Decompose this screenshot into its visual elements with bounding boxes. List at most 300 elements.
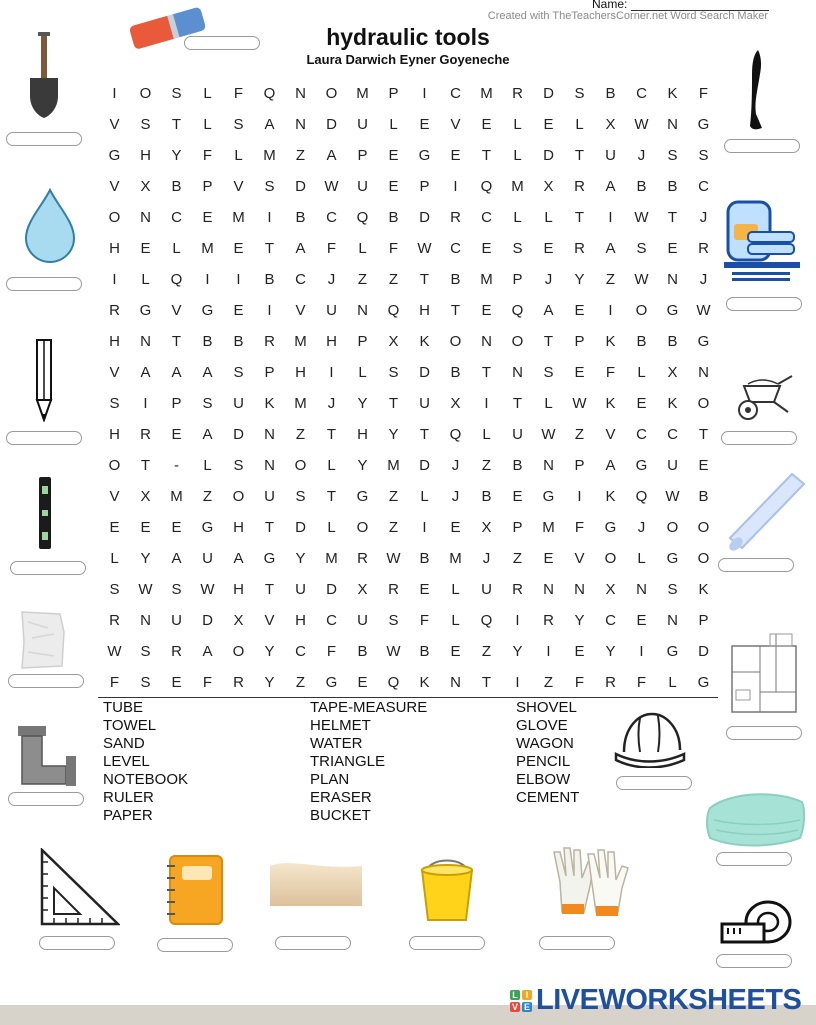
grid-cell[interactable]: E [698,457,709,474]
grid-cell[interactable]: X [605,116,616,133]
grid-cell[interactable]: T [512,395,523,412]
grid-cell[interactable]: P [512,271,523,288]
grid-cell[interactable]: J [637,147,646,164]
grid-cell[interactable]: T [264,240,275,257]
grid-cell[interactable]: L [482,426,491,443]
grid-cell[interactable]: A [202,364,213,381]
grid-cell[interactable]: R [171,643,182,660]
grid-cell[interactable]: L [544,395,553,412]
grid-cell[interactable]: R [233,674,244,691]
grid-cell[interactable]: P [512,519,523,536]
grid-cell[interactable]: L [637,364,646,381]
grid-cell[interactable]: E [233,302,244,319]
grid-cell[interactable]: F [326,240,337,257]
grid-cell[interactable]: W [417,240,432,257]
grid-cell[interactable]: W [386,550,401,567]
grid-cell[interactable]: H [109,333,120,350]
grid-cell[interactable]: B [512,457,523,474]
grid-cell[interactable]: Q [511,302,524,319]
grid-cell[interactable]: Z [574,426,585,443]
grid-cell[interactable]: B [388,209,399,226]
grid-cell[interactable]: U [233,395,244,412]
grid-cell[interactable]: F [698,85,709,102]
grid-cell[interactable]: U [667,457,678,474]
grid-cell[interactable]: U [605,147,616,164]
grid-cell[interactable]: V [264,612,275,629]
grid-cell[interactable]: O [356,519,369,536]
grid-cell[interactable]: E [481,240,492,257]
grid-cell[interactable]: V [605,426,616,443]
grid-cell[interactable]: L [668,674,677,691]
grid-cell[interactable]: K [264,395,275,412]
grid-cell[interactable]: L [203,116,212,133]
grid-cell[interactable]: N [636,581,647,598]
grid-cell[interactable]: B [295,209,306,226]
grid-cell[interactable]: O [108,209,121,226]
grid-cell[interactable]: W [324,178,339,195]
grid-cell[interactable]: E [388,178,399,195]
grid-cell[interactable]: M [511,178,524,195]
grid-cell[interactable]: J [482,550,491,567]
grid-cell[interactable]: M [356,85,369,102]
grid-cell[interactable]: I [515,674,520,691]
grid-cell[interactable]: E [171,519,182,536]
grid-cell[interactable]: L [451,612,460,629]
grid-cell[interactable]: B [233,333,244,350]
grid-cell[interactable]: Q [170,271,183,288]
grid-cell[interactable]: A [326,147,337,164]
grid-cell[interactable]: H [233,581,244,598]
grid-cell[interactable]: R [512,85,523,102]
grid-cell[interactable]: Z [481,457,492,474]
grid-cell[interactable]: Q [480,178,493,195]
grid-cell[interactable]: E [543,240,554,257]
grid-cell[interactable]: P [574,333,585,350]
grid-cell[interactable]: U [357,612,368,629]
grid-cell[interactable]: M [480,271,493,288]
grid-cell[interactable]: W [634,209,649,226]
grid-cell[interactable]: G [108,147,121,164]
grid-cell[interactable]: L [234,147,243,164]
grid-cell[interactable]: K [419,333,430,350]
grid-cell[interactable]: C [450,240,461,257]
grid-cell[interactable]: R [140,426,151,443]
grid-cell[interactable]: Q [356,209,369,226]
grid-cell[interactable]: M [542,519,555,536]
grid-cell[interactable]: W [634,116,649,133]
grid-cell[interactable]: S [543,364,554,381]
grid-cell[interactable]: G [697,116,710,133]
grid-cell[interactable]: P [357,147,368,164]
grid-cell[interactable]: L [358,364,367,381]
grid-cell[interactable]: T [481,147,492,164]
grid-cell[interactable]: K [419,674,430,691]
answer-box-towel[interactable] [716,852,792,866]
grid-cell[interactable]: O [232,488,245,505]
grid-cell[interactable]: Q [449,426,462,443]
grid-cell[interactable]: S [140,116,151,133]
grid-cell[interactable]: L [327,457,336,474]
grid-cell[interactable]: G [201,302,214,319]
grid-cell[interactable]: D [419,364,430,381]
grid-cell[interactable]: T [140,457,151,474]
grid-cell[interactable]: P [357,333,368,350]
grid-cell[interactable]: C [667,426,678,443]
grid-cell[interactable]: P [574,457,585,474]
grid-cell[interactable]: O [449,333,462,350]
grid-cell[interactable]: F [605,364,616,381]
grid-cell[interactable]: D [543,147,554,164]
grid-cell[interactable]: E [450,519,461,536]
grid-cell[interactable]: V [171,302,182,319]
grid-cell[interactable]: Y [388,426,399,443]
grid-cell[interactable]: J [544,271,553,288]
grid-cell[interactable]: B [171,178,182,195]
grid-cell[interactable]: E [543,116,554,133]
grid-cell[interactable]: C [171,209,182,226]
grid-cell[interactable]: F [326,643,337,660]
grid-cell[interactable]: O [108,457,121,474]
grid-cell[interactable]: R [109,612,120,629]
grid-cell[interactable]: A [171,364,182,381]
grid-cell[interactable]: G [325,674,338,691]
answer-box-pencil[interactable] [6,431,82,445]
grid-cell[interactable]: E [574,364,585,381]
grid-cell[interactable]: R [450,209,461,226]
grid-cell[interactable]: W [696,302,711,319]
grid-cell[interactable]: F [574,674,585,691]
grid-cell[interactable]: E [419,581,430,598]
grid-cell[interactable]: P [419,178,430,195]
grid-cell[interactable]: O [511,333,524,350]
grid-cell[interactable]: G [139,302,152,319]
grid-cell[interactable]: X [140,178,151,195]
grid-cell[interactable]: S [202,395,213,412]
grid-cell[interactable]: Y [171,147,182,164]
grid-cell[interactable]: M [294,395,307,412]
grid-cell[interactable]: D [326,581,337,598]
grid-cell[interactable]: R [543,612,554,629]
grid-cell[interactable]: B [667,333,678,350]
grid-cell[interactable]: E [574,302,585,319]
grid-cell[interactable]: S [512,240,523,257]
grid-cell[interactable]: E [450,643,461,660]
grid-cell[interactable]: J [451,488,460,505]
grid-cell[interactable]: H [140,147,151,164]
answer-box-bucket[interactable] [409,936,485,950]
grid-cell[interactable]: Z [388,519,399,536]
grid-cell[interactable]: E [202,209,213,226]
grid-cell[interactable]: G [666,643,679,660]
grid-cell[interactable]: I [577,488,582,505]
grid-cell[interactable]: L [637,550,646,567]
grid-cell[interactable]: L [110,550,119,567]
grid-cell[interactable]: E [481,116,492,133]
grid-cell[interactable]: A [233,550,244,567]
grid-cell[interactable]: S [388,364,399,381]
grid-cell[interactable]: H [109,240,120,257]
grid-cell[interactable]: B [202,333,213,350]
grid-cell[interactable]: G [666,550,679,567]
grid-cell[interactable]: T [543,333,554,350]
grid-cell[interactable]: L [172,240,181,257]
grid-cell[interactable]: G [697,674,710,691]
grid-cell[interactable]: J [451,457,460,474]
grid-cell[interactable]: N [698,364,709,381]
grid-cell[interactable]: N [140,612,151,629]
grid-cell[interactable]: M [480,85,493,102]
grid-cell[interactable]: D [295,178,306,195]
grid-cell[interactable]: S [667,581,678,598]
grid-cell[interactable]: R [109,302,120,319]
grid-cell[interactable]: R [605,674,616,691]
grid-cell[interactable]: W [572,395,587,412]
grid-cell[interactable]: A [605,240,616,257]
answer-box-wagon[interactable] [721,431,797,445]
grid-cell[interactable]: L [451,581,460,598]
grid-cell[interactable]: D [295,519,306,536]
grid-cell[interactable]: W [138,581,153,598]
grid-cell[interactable]: E [109,519,120,536]
grid-cell[interactable]: O [294,457,307,474]
grid-cell[interactable]: A [140,364,151,381]
grid-cell[interactable]: A [202,426,213,443]
grid-cell[interactable]: I [453,178,458,195]
grid-cell[interactable]: R [357,550,368,567]
answer-box-sand[interactable] [275,936,351,950]
grid-cell[interactable]: P [388,85,399,102]
grid-cell[interactable]: G [542,488,555,505]
grid-cell[interactable]: L [203,85,212,102]
grid-cell[interactable]: C [326,209,337,226]
grid-cell[interactable]: E [574,643,585,660]
grid-cell[interactable]: U [295,581,306,598]
grid-cell[interactable]: S [698,147,709,164]
grid-cell[interactable]: W [386,643,401,660]
grid-cell[interactable]: E [171,674,182,691]
grid-cell[interactable]: H [233,519,244,536]
grid-cell[interactable]: F [202,147,213,164]
answer-box-triangle[interactable] [39,936,115,950]
grid-cell[interactable]: B [481,488,492,505]
grid-cell[interactable]: S [388,612,399,629]
grid-cell[interactable]: S [109,581,120,598]
grid-cell[interactable]: F [419,612,430,629]
grid-cell[interactable]: E [357,674,368,691]
grid-cell[interactable]: N [574,581,585,598]
grid-cell[interactable]: V [109,488,120,505]
grid-cell[interactable]: N [295,85,306,102]
grid-cell[interactable]: C [605,612,616,629]
grid-cell[interactable]: D [233,426,244,443]
grid-cell[interactable]: G [263,550,276,567]
grid-cell[interactable]: S [140,674,151,691]
grid-cell[interactable]: N [481,333,492,350]
grid-cell[interactable]: T [574,147,585,164]
grid-cell[interactable]: B [636,333,647,350]
grid-cell[interactable]: X [450,395,461,412]
grid-cell[interactable]: N [295,116,306,133]
grid-cell[interactable]: T [574,209,585,226]
grid-cell[interactable]: R [574,240,585,257]
grid-cell[interactable]: X [667,364,678,381]
grid-cell[interactable]: B [450,364,461,381]
grid-cell[interactable]: S [264,178,275,195]
grid-cell[interactable]: S [636,240,647,257]
grid-cell[interactable]: Z [481,643,492,660]
grid-cell[interactable]: N [667,116,678,133]
grid-cell[interactable]: V [574,550,585,567]
grid-cell[interactable]: O [325,85,338,102]
grid-cell[interactable]: N [264,426,275,443]
grid-cell[interactable]: U [357,178,368,195]
grid-cell[interactable]: U [326,302,337,319]
grid-cell[interactable]: A [202,643,213,660]
grid-cell[interactable]: T [171,116,182,133]
grid-cell[interactable]: F [388,240,399,257]
answer-box-elbow[interactable] [8,792,84,806]
grid-cell[interactable]: G [666,302,679,319]
grid-cell[interactable]: M [449,550,462,567]
grid-cell[interactable]: O [697,550,710,567]
grid-cell[interactable]: U [202,550,213,567]
answer-box-paper[interactable] [8,674,84,688]
grid-cell[interactable]: Y [140,550,151,567]
grid-cell[interactable]: O [635,302,648,319]
grid-cell[interactable]: T [171,333,182,350]
grid-cell[interactable]: B [264,271,275,288]
grid-cell[interactable]: I [639,643,644,660]
grid-cell[interactable]: C [295,643,306,660]
grid-cell[interactable]: N [450,674,461,691]
grid-cell[interactable]: Z [543,674,554,691]
grid-cell[interactable]: O [232,643,245,660]
grid-cell[interactable]: V [295,302,306,319]
grid-cell[interactable]: I [608,302,613,319]
grid-cell[interactable]: - [174,457,179,474]
grid-cell[interactable]: E [512,488,523,505]
grid-cell[interactable]: P [264,364,275,381]
grid-cell[interactable]: I [112,85,117,102]
grid-cell[interactable]: U [264,488,275,505]
grid-cell[interactable]: Y [264,674,275,691]
grid-cell[interactable]: L [513,116,522,133]
grid-cell[interactable]: N [543,581,554,598]
grid-cell[interactable]: T [419,271,430,288]
grid-cell[interactable]: W [634,271,649,288]
grid-cell[interactable]: I [205,271,210,288]
grid-cell[interactable]: E [388,147,399,164]
grid-cell[interactable]: U [357,116,368,133]
answer-box-notebook[interactable] [157,938,233,952]
grid-cell[interactable]: T [698,426,709,443]
grid-cell[interactable]: N [667,612,678,629]
grid-cell[interactable]: W [107,643,122,660]
answer-box-ruler[interactable] [716,954,792,968]
grid-cell[interactable]: I [329,364,334,381]
answer-box-eraser[interactable] [184,36,260,50]
grid-cell[interactable]: K [698,581,709,598]
grid-cell[interactable]: J [327,395,336,412]
grid-cell[interactable]: J [699,271,708,288]
grid-cell[interactable]: Y [574,612,585,629]
answer-box-helmet[interactable] [616,776,692,790]
grid-cell[interactable]: Q [387,674,400,691]
grid-cell[interactable]: Z [202,488,213,505]
grid-cell[interactable]: G [697,333,710,350]
grid-cell[interactable]: X [140,488,151,505]
grid-cell[interactable]: C [636,426,647,443]
grid-cell[interactable]: B [357,643,368,660]
grid-cell[interactable]: O [139,85,152,102]
grid-cell[interactable]: L [141,271,150,288]
grid-cell[interactable]: C [481,209,492,226]
grid-cell[interactable]: S [171,581,182,598]
grid-cell[interactable]: K [605,488,616,505]
answer-box-tape-measure[interactable] [724,139,800,153]
grid-cell[interactable]: N [140,209,151,226]
grid-cell[interactable]: C [698,178,709,195]
grid-cell[interactable]: D [202,612,213,629]
grid-cell[interactable]: G [604,519,617,536]
grid-cell[interactable]: E [171,426,182,443]
grid-cell[interactable]: L [513,147,522,164]
grid-cell[interactable]: E [450,147,461,164]
grid-cell[interactable]: V [233,178,244,195]
grid-cell[interactable]: G [418,147,431,164]
grid-cell[interactable]: I [484,395,489,412]
answer-box-plan[interactable] [726,726,802,740]
grid-cell[interactable]: Q [387,302,400,319]
grid-cell[interactable]: X [357,581,368,598]
grid-cell[interactable]: X [388,333,399,350]
grid-cell[interactable]: R [512,581,523,598]
grid-cell[interactable]: T [388,395,399,412]
grid-cell[interactable]: B [419,643,430,660]
grid-cell[interactable]: E [140,519,151,536]
grid-cell[interactable]: L [203,457,212,474]
grid-cell[interactable]: T [450,302,461,319]
grid-cell[interactable]: M [232,209,245,226]
grid-cell[interactable]: Z [357,271,368,288]
grid-cell[interactable]: X [605,581,616,598]
grid-cell[interactable]: Z [295,426,306,443]
grid-cell[interactable]: N [264,457,275,474]
grid-cell[interactable]: T [481,364,492,381]
grid-cell[interactable]: I [267,209,272,226]
grid-cell[interactable]: L [544,209,553,226]
grid-cell[interactable]: Y [357,457,368,474]
grid-cell[interactable]: K [667,85,678,102]
grid-cell[interactable]: D [698,643,709,660]
grid-cell[interactable]: R [388,581,399,598]
grid-cell[interactable]: V [109,116,120,133]
grid-cell[interactable]: R [574,178,585,195]
grid-cell[interactable]: I [546,643,551,660]
grid-cell[interactable]: V [109,178,120,195]
grid-cell[interactable]: S [233,116,244,133]
grid-cell[interactable]: J [637,519,646,536]
grid-cell[interactable]: D [419,457,430,474]
grid-cell[interactable]: Q [263,85,276,102]
answer-box-tube[interactable] [718,558,794,572]
grid-cell[interactable]: Z [605,271,616,288]
grid-cell[interactable]: S [140,643,151,660]
grid-cell[interactable]: L [389,116,398,133]
grid-cell[interactable]: Z [295,147,306,164]
grid-cell[interactable]: O [666,519,679,536]
grid-cell[interactable]: O [604,550,617,567]
